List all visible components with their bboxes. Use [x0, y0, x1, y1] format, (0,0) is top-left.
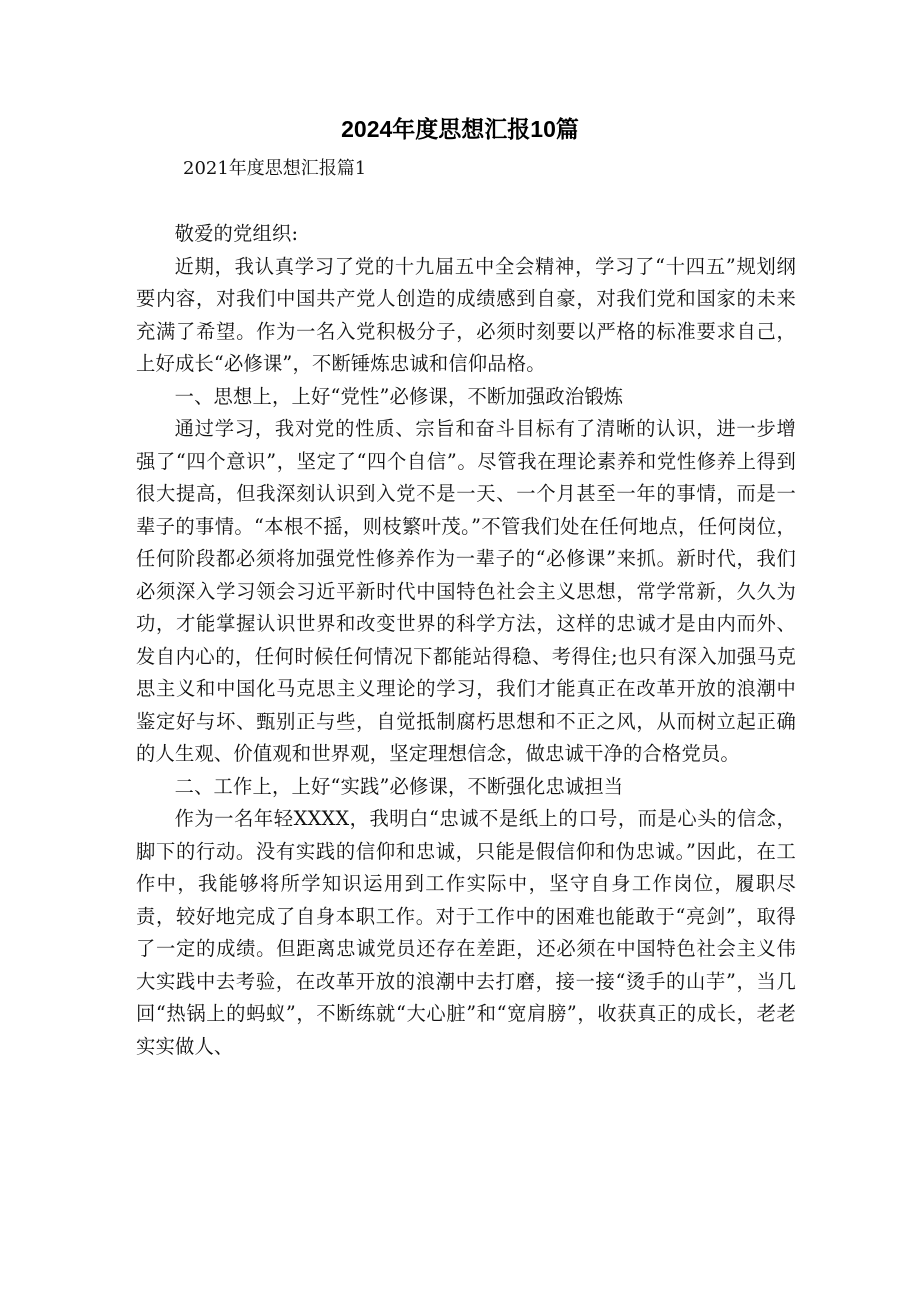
document-title: 2024年度思想汇报10篇: [341, 116, 579, 142]
document-body: [136, 218, 796, 1063]
body-paragraph: 近期，我认真学习了党的十九届五中全会精神，学习了“十四五”规划纲要内容，对我们中国共产党人创造的成绩感到自豪，对我们党和国家的未来充满了希望。作为一名入党积极分子，必须时刻要以严格的标准要求自己，上好成长“必修课”，不断锤炼忠诚和信仰品格。: [136, 254, 796, 375]
section-heading: 一、思想上，上好“党性”必修课，不断加强政治锻炼: [174, 384, 624, 408]
document-subtitle: 2021年度思想汇报篇1: [183, 158, 367, 179]
body-paragraph: 作为一名年轻XXXX，我明白“忠诚不是纸上的口号，而是心头的信念，脚下的行动。没有实践的信仰和忠诚，只能是假信仰和伪忠诚。”因此，在工作中，我能够将所学知识运用到工作实际中，坚守自身工作岗位，履职尽责，较好地完成了自身本职工作。对于工作中的困难也能敢于“亮剑”，取得了一定的成绩。但距离忠诚党员还存在差距，还必须在中国特色社会主义伟大实践中去考验，在改革开放的浪潮中去打磨，接一接“烫手的山芋”，当几回“热锅上的蚂蚁”，不断练就“大心脏”和“宽肩膀”，收获真正的成长，老老实实做人、: [136, 807, 796, 1058]
salutation: 敬爱的党组织:: [174, 222, 299, 245]
section-heading: 二、工作上，上好“实践”必修课，不断强化忠诚担当: [174, 774, 624, 798]
body-paragraph: 通过学习，我对党的性质、宗旨和奋斗目标有了清晰的认识，进一步增强了“四个意识”，坚定了“四个自信”。尽管我在理论素养和党性修养上得到很大提高，但我深刻认识到入党不是一天、一个月甚至一年的事情，而是一辈子的事情。“本根不摇，则枝繁叶茂。”不管我们处在任何地点，任何岗位，任何阶段都必须将加强党性修养作为一辈子的“必修课”来抓。新时代，我们必须深入学习领会习近平新时代中国特色社会主义思想，常学常新，久久为功，才能掌握认识世界和改变世界的科学方法，这样的忠诚才是由内而外、发自内心的，任何时候任何情况下都能站得稳、考得住;也只有深入加强马克思主义和中国化马克思主义理论的学习，我们才能真正在改革开放的浪潮中鉴定好与坏、甄别正与些，自觉抵制腐朽思想和不正之风，从而树立起正确的人生观、价值观和世界观，坚定理想信念，做忠诚干净的合格党员。: [136, 417, 796, 765]
